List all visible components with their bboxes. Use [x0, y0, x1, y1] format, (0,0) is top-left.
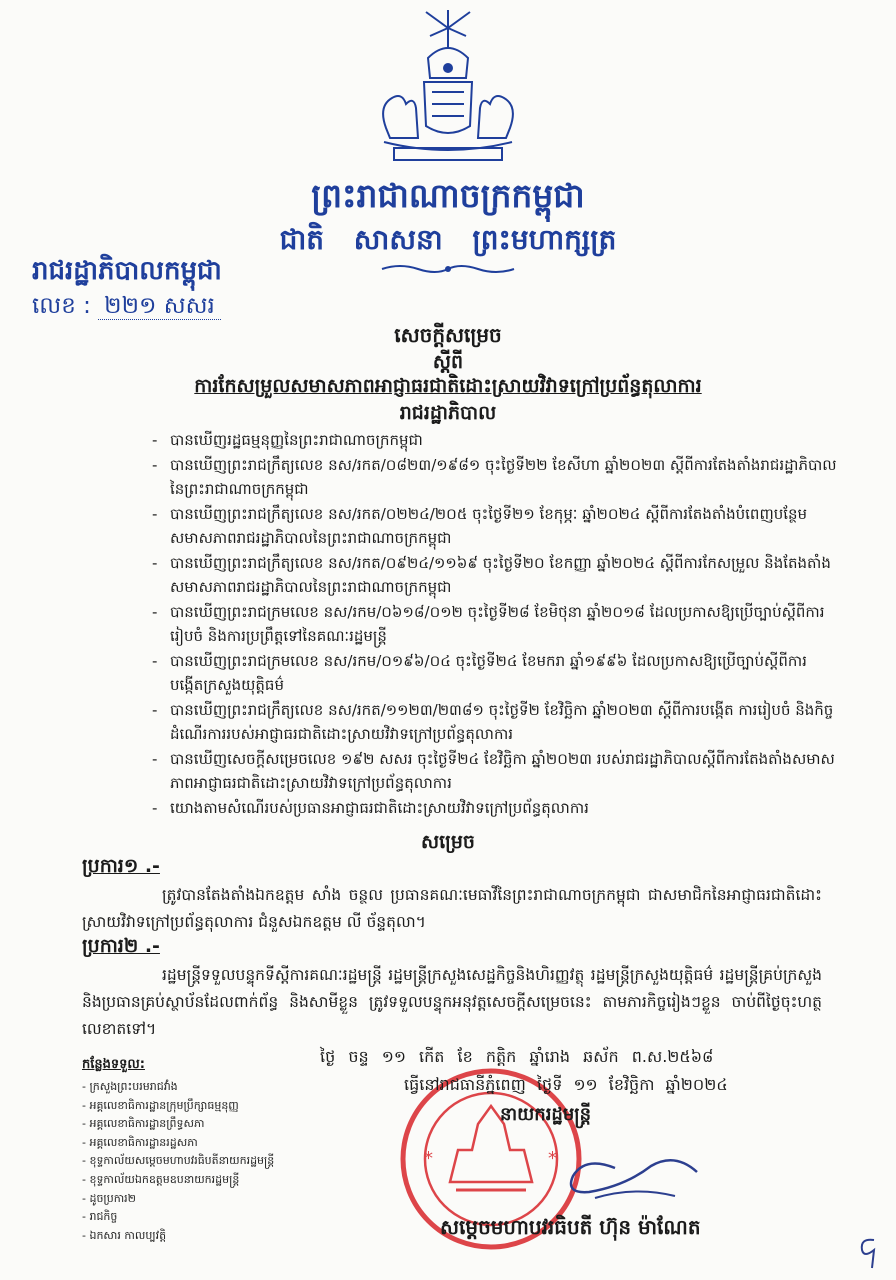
- lunar-date: ថ្ងៃ ចន្ទ ១១ កើត ខែ កត្តិក ឆ្នាំរោង ឆស័ក ព.ស.២៥៦៨: [320, 1047, 714, 1066]
- recipients-heading: កន្លែងទទួល:: [82, 1057, 145, 1072]
- document-subject: ការកែសម្រួលសមាសភាពអាជ្ញាធរជាតិដោះស្រាយវិវាទក្រៅប្រព័ន្ធតុលាការ: [194, 375, 702, 397]
- reference-value: ២២១ សសរ: [98, 293, 221, 320]
- preamble-item: - បានឃើញព្រះរាជក្រឹត្យលេខ នស/រកត/០២២៤/២០៥ ចុះថ្ងៃទី២១ ខែកុម្ភៈ ឆ្នាំ២០២៤ ស្តីពីការតែងតាំងបំពេញបន្ថែមសមាសភាពរាជរដ្ឋាភិបាលនៃព្រះរាជាណាចក្រកម្ពុជា: [150, 502, 840, 551]
- recipients-list: [82, 1078, 274, 1245]
- government-name: រាជរដ្ឋាភិបាលកម្ពុជា: [32, 256, 222, 286]
- article-1-heading: ប្រការ១ .-: [82, 855, 160, 877]
- recipient-item: - អគ្គលេខាធិការដ្ឋានក្រុមប្រឹក្សាធម្មនុញ្ញ: [82, 1097, 274, 1116]
- preamble-item: - បានឃើញព្រះរាជក្រមលេខ នស/រកម/០១៩៦/០៤ ចុះថ្ងៃទី២៤ ខែមករា ឆ្នាំ១៩៩៦ ដែលប្រកាសឱ្យប្រើច្បាប់ស្តីពីការបង្កើតក្រសួងយុត្តិធម៌: [150, 649, 840, 698]
- reference-label: លេខ :: [32, 293, 91, 319]
- signatory-name: សម្តេចមហាបវរធិបតី ហ៊ុន ម៉ាណែត: [440, 1215, 701, 1239]
- preamble-item: - បានឃើញព្រះរាជក្រឹត្យលេខ នស/រកត/១១២៣/២៣៨១ ចុះថ្ងៃទី២ ខែវិច្ឆិកា ឆ្នាំ២០២៣ ស្តីពីការបង្កើត ការរៀបចំ និងកិច្ចដំណើរការរបស់អាជ្ញាធរជាតិដោះស្រាយវិវាទក្រៅប្រព័ន្ធតុលាការ: [150, 698, 840, 747]
- preamble-item: - បានឃើញព្រះរាជក្រឹត្យលេខ នស/រកត/០៨២៣/១៩៨១ ចុះថ្ងៃទី២២ ខែសីហា ឆ្នាំ២០២៣ ស្តីពីការតែងតាំងរាជរដ្ឋាភិបាលនៃព្រះរាជាណាចក្រកម្ពុជា: [150, 453, 840, 502]
- recipient-item: - រាជកិច្ច: [82, 1208, 274, 1227]
- svg-text:*: *: [548, 1148, 557, 1169]
- decision-heading: សម្រេច: [421, 831, 475, 853]
- national-motto: ជាតិ សាសនា ព្រះមហាក្សត្រ: [279, 223, 617, 256]
- preamble-list: [150, 428, 840, 820]
- recipient-item: - អគ្គលេខាធិការដ្ឋានរដ្ឋសភា: [82, 1134, 274, 1153]
- recipient-item: - អគ្គលេខាធិការដ្ឋានព្រឹទ្ធសភា: [82, 1115, 274, 1134]
- document-about: ស្តីពី: [432, 351, 464, 373]
- recipient-item: - ដូចប្រការ២: [82, 1190, 274, 1209]
- handwritten-signature: [555, 1146, 705, 1212]
- royal-arms-emblem: [366, 8, 530, 168]
- article-1-body: ត្រូវបានតែងតាំងឯកឧត្តម សាំង ចន្ថល ប្រធានគណៈមេធាវីនៃព្រះរាជាណាចក្រកម្ពុជា ជាសមាជិកនៃអាជ្ញាធរជាតិដោះស្រាយវិវាទក្រៅប្រព័ន្ធតុលាការ ជំនួសឯកឧត្តម លី ច័ន្ទតុលា។: [82, 886, 822, 931]
- recipient-item: - ខុទ្ទកាល័យឯកឧត្តមឧបនាយករដ្ឋមន្ត្រី: [82, 1171, 274, 1190]
- preamble-item: - បានឃើញព្រះរាជក្រមលេខ នស/រកម/០៦១៨/០១២ ចុះថ្ងៃទី២៨ ខែមិថុនា ឆ្នាំ២០១៨ ដែលប្រកាសឱ្យប្រើច្បាប់ស្តីពីការរៀបចំ និងការប្រព្រឹត្តទៅនៃគណៈរដ្ឋមន្ត្រី: [150, 600, 840, 649]
- preamble-item: - បានឃើញសេចក្តីសម្រេចលេខ ១៩២ សសរ ចុះថ្ងៃទី២៤ ខែវិច្ឆិកា ឆ្នាំ២០២៣ របស់រាជរដ្ឋាភិបាលស្តីពីការតែងតាំងសមាសភាពអាជ្ញាធរជាតិដោះស្រាយវិវាទក្រៅប្រព័ន្ធតុលាការ: [150, 747, 840, 796]
- decorative-divider: [380, 262, 516, 276]
- handwritten-page-mark: [854, 1232, 884, 1272]
- preamble-item: - បានឃើញរដ្ឋធម្មនុញ្ញនៃព្រះរាជាណាចក្រកម្ពុជា: [150, 428, 840, 453]
- document-type: សេចក្តីសម្រេច: [394, 323, 502, 347]
- document-issuer: រាជរដ្ឋាភិបាល: [399, 402, 497, 424]
- kingdom-title: ព្រះរាជាណាចក្រកម្ពុជា: [311, 176, 585, 215]
- preamble-item: - បានឃើញព្រះរាជក្រឹត្យលេខ នស/រកត/០៩២៤/១១៦៩ ចុះថ្ងៃទី២០ ខែកញ្ញា ឆ្នាំ២០២៤ ស្តីពីការកែសម្រួល និងតែងតាំងសមាសភាពរាជរដ្ឋាភិបាលនៃព្រះរាជាណាចក្រកម្ពុជា: [150, 551, 840, 600]
- signatory-title: នាយករដ្ឋមន្ត្រី: [500, 1104, 592, 1125]
- reference-number: [32, 292, 221, 325]
- recipient-item: - ក្រសួងព្រះបរមរាជវាំង: [82, 1078, 274, 1097]
- solar-date: ធ្វើនៅរាជធានីភ្នំពេញ ថ្ងៃទី ១១ ខែវិច្ឆិកា ឆ្នាំ២០២៤: [404, 1075, 728, 1094]
- recipient-item: - ឯកសារ កាលប្បវត្តិ: [82, 1227, 274, 1246]
- recipient-item: - ខុទ្ទកាល័យសម្តេចមហាបវរធិបតីនាយករដ្ឋមន្ត្រី: [82, 1152, 274, 1171]
- svg-text:*: *: [424, 1148, 433, 1169]
- article-2-body: រដ្ឋមន្ត្រីទទួលបន្ទុកទីស្តីការគណៈរដ្ឋមន្ត្រី រដ្ឋមន្ត្រីក្រសួងសេដ្ឋកិច្ចនិងហិរញ្ញវត្ថុ រដ្ឋមន្ត្រីក្រសួងយុត្តិធម៌ រដ្ឋមន្ត្រីគ្រប់ក្រសួងនិងប្រធានគ្រប់ស្ថាប័នដែលពាក់ព័ន្ធ និងសាមីខ្លួន ត្រូវទទួលបន្ទុកអនុវត្តសេចក្តីសម្រេចនេះ តាមភារកិច្ចរៀងៗខ្លួន ចាប់ពីថ្ងៃចុះហត្ថលេខាតទៅ។: [82, 966, 822, 1038]
- article-2-heading: ប្រការ២ .-: [82, 935, 160, 957]
- preamble-item: - យោងតាមសំណើរបស់ប្រធានអាជ្ញាធរជាតិដោះស្រាយវិវាទក្រៅប្រព័ន្ធតុលាការ: [150, 796, 840, 821]
